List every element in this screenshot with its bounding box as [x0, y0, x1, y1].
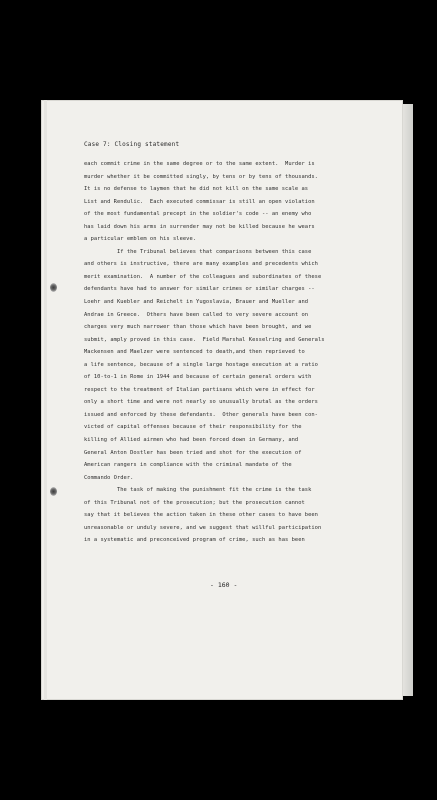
text-line: charges very much narrower than those which have been brought, and we: [84, 324, 312, 331]
punch-hole-icon: [50, 283, 57, 292]
text-line: only a short time and were not nearly so unusually brutal as the orders: [84, 399, 318, 406]
text-line: issued and enforced by these defendants. Other generals have been con-: [84, 411, 318, 418]
text-line: respect to the treatment of Italian partisans which were in effect for: [84, 386, 315, 393]
text-line: has laid down his arms in surrender may not be killed because he wears: [84, 223, 315, 230]
text-line: General Anton Dostler has been tried and shot for the execution of: [84, 449, 302, 456]
text-line: of the most fundamental precept in the soldier's code -- an enemy who: [84, 211, 312, 218]
text-line: Mackensen and Maelzer were sentenced to death,and then reprieved to: [84, 349, 305, 356]
text-line: and others is instructive, there are many examples and precedents which: [84, 261, 318, 268]
punch-hole-icon: [50, 487, 57, 496]
text-line: a particular emblem on his sleeve.: [84, 236, 197, 243]
text-line: It is no defense to laymen that he did not kill on the same scale as: [84, 186, 309, 193]
text-line: defendants have had to answer for similar crimes or similar charges --: [84, 286, 315, 293]
text-line: killing of Allied airmen who had been forced down in Germany, and: [84, 437, 299, 444]
paper-edge: [403, 104, 413, 696]
paper-shadow: [44, 100, 47, 700]
text-line: The task of making the punishment fit the crime is the task: [84, 487, 312, 494]
document-body: [84, 158, 396, 547]
text-line: merit examination. A number of the colleagues and subordinates of these: [84, 273, 322, 280]
text-line: say that it believes the action taken in these other cases to have been: [84, 512, 318, 519]
page-number: - 160 -: [210, 581, 238, 589]
text-line: submit, amply proved in this case. Field Marshal Kesselring and Generals: [84, 336, 325, 343]
text-line: a life sentence, because of a single large hostage execution at a ratio: [84, 361, 318, 368]
text-line: unreasonable or unduly severe, and we suggest that willful participation: [84, 524, 322, 531]
text-line: Andrae in Greece. Others have been called to very severe account on: [84, 311, 309, 318]
page-header: Case 7: Closing statement: [84, 141, 180, 148]
text-line: each commit crime in the same degree or to the same extent. Murder is: [84, 161, 315, 167]
text-line: If the Tribunal believes that comparisons between this case: [84, 248, 312, 255]
text-line: Commando Order.: [84, 474, 134, 481]
text-line: List and Rendulic. Each executed commissar is still an open violation: [84, 198, 315, 205]
text-line: of this Tribunal not of the prosecution; but the prosecution cannot: [84, 499, 305, 506]
text-line: victed of capital offenses because of their responsibility for the: [84, 424, 302, 431]
text-line: American rangers in compliance with the criminal mandate of the: [84, 462, 292, 469]
text-line: in a systematic and preconceived program of crime, such as has been: [84, 537, 305, 544]
text-line: of 10-to-1 in Rome in 1944 and because of certain general orders with: [84, 374, 312, 381]
text-line: murder whether it be committed singly, by tens or by tens of thousands.: [84, 173, 318, 180]
text-line: Loehr and Kuebler and Reichelt in Yugoslavia, Brauer and Mueller and: [84, 299, 309, 306]
